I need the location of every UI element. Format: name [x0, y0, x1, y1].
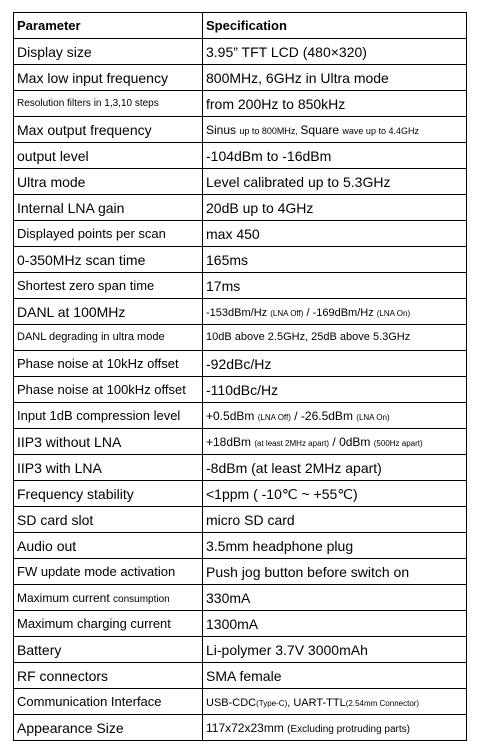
spec-cell: 3.5mm headphone plug [203, 533, 467, 559]
spec-cell: -110dBc/Hz [203, 377, 467, 403]
spec-text: +0.5dBm [206, 408, 258, 423]
spec-cell: 330mA [203, 585, 467, 611]
param-cell: output level [14, 143, 203, 169]
param-cell: Shortest zero span time [14, 273, 203, 299]
spec-text: -153dBm/Hz [206, 306, 271, 319]
param-note: consumption [113, 593, 170, 605]
table-row [14, 39, 467, 65]
spec-text: Square [300, 122, 343, 137]
spec-cell: 800MHz, 6GHz in Ultra mode [203, 65, 467, 91]
table-row [14, 65, 467, 91]
table-row [14, 507, 467, 533]
spec-cell [203, 429, 467, 455]
spec-cell [203, 299, 467, 325]
spec-note: (500Hz apart) [373, 438, 423, 448]
table-row [14, 195, 467, 221]
spec-cell: <1ppm ( -10℃ ~ +55℃) [203, 481, 467, 507]
param-cell: Max output frequency [14, 117, 203, 143]
spec-cell: 10dB above 2.5GHz, 25dB above 5.3GHz [203, 325, 467, 351]
table-row [14, 117, 467, 143]
param-cell: Phase noise at 100kHz offset [14, 377, 203, 403]
spec-text: 117x72x23mm [206, 720, 288, 735]
table-row [14, 299, 467, 325]
spec-cell: 20dB up to 4GHz [203, 195, 467, 221]
param-text: Maximum current [17, 590, 114, 605]
table-row [14, 715, 467, 741]
spec-text: +18dBm [206, 434, 255, 449]
param-cell [14, 585, 203, 611]
spec-text: USB-CDC [206, 696, 257, 709]
param-cell: Battery [14, 637, 203, 663]
table-row [14, 377, 467, 403]
param-cell: Displayed points per scan [14, 221, 203, 247]
spec-cell: 165ms [203, 247, 467, 273]
spec-text: Sinus [206, 122, 240, 137]
table-row [14, 325, 467, 351]
param-cell: Frequency stability [14, 481, 203, 507]
param-cell: FW update mode activation [14, 559, 203, 585]
spec-cell: from 200Hz to 850kHz [203, 91, 467, 117]
param-cell: Display size [14, 39, 203, 65]
table-row [14, 169, 467, 195]
param-cell: DANL at 100MHz [14, 299, 203, 325]
spec-cell: SMA female [203, 663, 467, 689]
spec-cell [203, 403, 467, 429]
param-cell: Appearance Size [14, 715, 203, 741]
spec-cell: -104dBm to -16dBm [203, 143, 467, 169]
spec-note: up to 800MHz, [239, 125, 301, 136]
spec-cell: 1300mA [203, 611, 467, 637]
param-cell: DANL degrading in ultra mode [14, 325, 203, 351]
header-parameter: Parameter [14, 13, 203, 39]
spec-cell: -92dBc/Hz [203, 351, 467, 377]
param-cell: Communication Interface [14, 689, 203, 715]
spec-text: , UART-TTL [287, 696, 346, 709]
table-row [14, 455, 467, 481]
spec-note: (2.54mm Connector) [345, 698, 420, 708]
param-cell: IIP3 with LNA [14, 455, 203, 481]
spec-note: (at least 2MHz apart) [254, 438, 330, 448]
table-row [14, 247, 467, 273]
param-cell: Phase noise at 10kHz offset [14, 351, 203, 377]
param-cell: Internal LNA gain [14, 195, 203, 221]
table-row [14, 611, 467, 637]
spec-cell: Level calibrated up to 5.3GHz [203, 169, 467, 195]
table-row [14, 403, 467, 429]
spec-text: / 0dBm [329, 434, 374, 449]
param-cell: RF connectors [14, 663, 203, 689]
spec-cell: Push jog button before switch on [203, 559, 467, 585]
spec-note: (LNA On) [356, 412, 390, 422]
spec-text: / -26.5dBm [290, 408, 357, 423]
table-row [14, 533, 467, 559]
table-row [14, 637, 467, 663]
param-cell: Maximum charging current [14, 611, 203, 637]
param-cell: 0-350MHz scan time [14, 247, 203, 273]
spec-cell: micro SD card [203, 507, 467, 533]
spec-note: (LNA Off) [270, 308, 304, 318]
spec-cell: 17ms [203, 273, 467, 299]
param-cell: Ultra mode [14, 169, 203, 195]
table-row [14, 351, 467, 377]
table-row [14, 663, 467, 689]
table-row [14, 585, 467, 611]
spec-cell: Li-polymer 3.7V 3000mAh [203, 637, 467, 663]
spec-cell: 3.95” TFT LCD (480×320) [203, 39, 467, 65]
param-cell: Max low input frequency [14, 65, 203, 91]
param-cell: IIP3 without LNA [14, 429, 203, 455]
table-row [14, 91, 467, 117]
table-row [14, 559, 467, 585]
spec-cell [203, 117, 467, 143]
table-row [14, 273, 467, 299]
spec-table [13, 12, 467, 741]
spec-note: (Excluding protruding parts) [287, 723, 410, 735]
spec-note: wave up to 4.4GHz [342, 125, 419, 136]
spec-cell [203, 715, 467, 741]
spec-note: (LNA Off) [257, 412, 291, 422]
spec-note: (LNA On) [376, 308, 411, 318]
spec-text: / -169dBm/Hz [303, 306, 377, 319]
param-cell: Input 1dB compression level [14, 403, 203, 429]
param-cell: Audio out [14, 533, 203, 559]
table-row [14, 143, 467, 169]
header-specification: Specification [203, 13, 467, 39]
spec-cell [203, 689, 467, 715]
param-cell: SD card slot [14, 507, 203, 533]
table-row [14, 221, 467, 247]
spec-cell: max 450 [203, 221, 467, 247]
table-row [14, 481, 467, 507]
header-row [14, 13, 467, 39]
table-row [14, 689, 467, 715]
param-cell: Resolution filters in 1,3,10 steps [14, 91, 203, 117]
table-row [14, 429, 467, 455]
spec-cell: -8dBm (at least 2MHz apart) [203, 455, 467, 481]
spec-note: (Type-C) [256, 698, 288, 708]
